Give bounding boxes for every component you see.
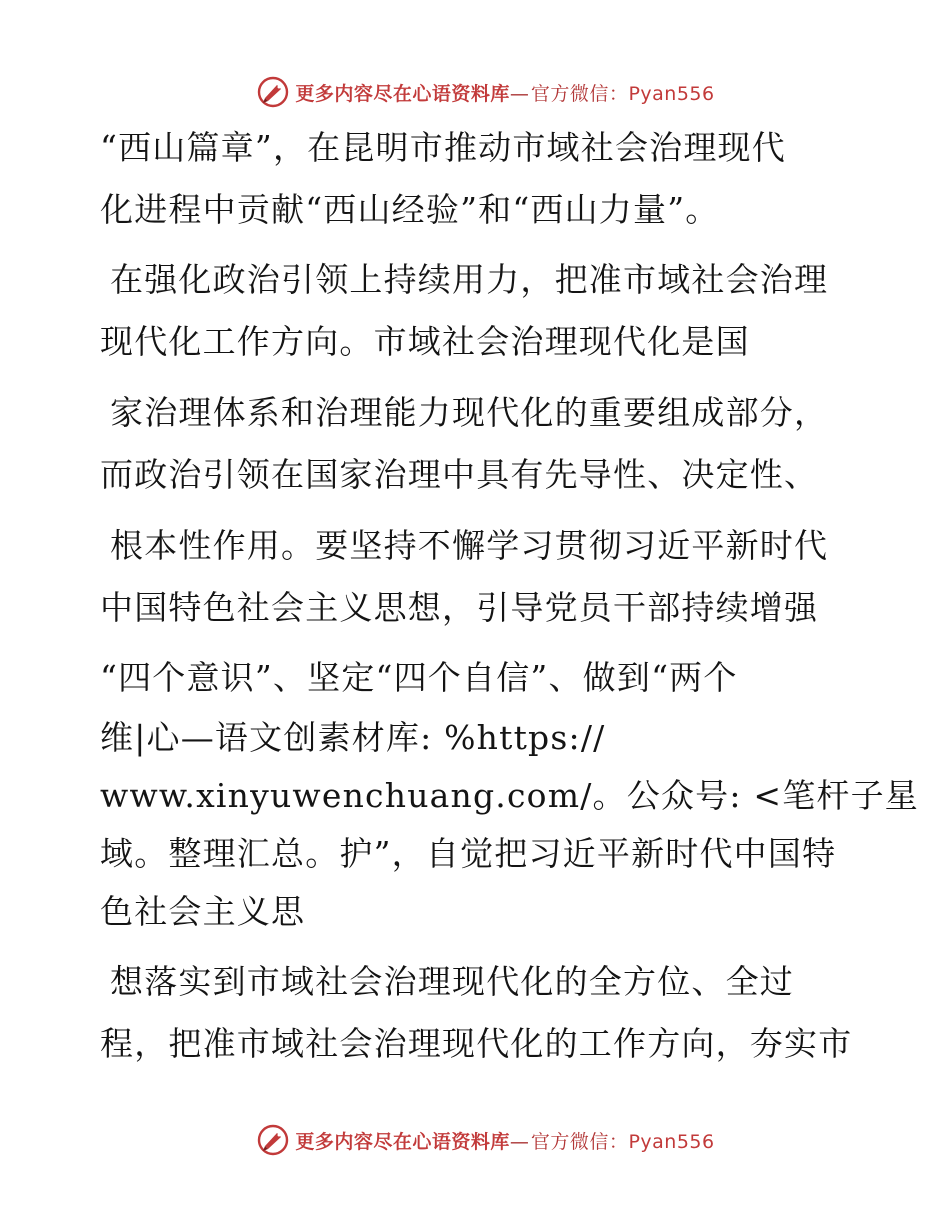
pen-logo-icon — [257, 76, 289, 108]
watermark-separator: — — [509, 1130, 531, 1153]
text-line: www.xinyuwenchuang.com/。公众号: <笔杆子星 — [100, 776, 920, 815]
watermark-separator: — — [509, 82, 531, 105]
watermark-main: 更多内容尽在心语资料库 — [295, 82, 510, 105]
text-line: 中国特色社会主义思想，引导党员干部持续增强 — [100, 588, 819, 627]
watermark-wechat-id: Pyan556 — [628, 1130, 715, 1153]
watermark-wechat-label: 官方微信： — [530, 1130, 629, 1153]
watermark-wechat-label: 官方微信： — [530, 82, 629, 105]
watermark-main: 更多内容尽在心语资料库 — [295, 1130, 510, 1153]
text-line: 维|心—语文创素材库: %https:// — [100, 718, 606, 757]
text-line: 在强化政治引领上持续用力，把准市域社会治理 — [110, 260, 829, 299]
watermark-text — [295, 79, 714, 106]
text-line: 根本性作用。要坚持不懈学习贯彻习近平新时代 — [110, 526, 829, 565]
pen-logo-icon — [257, 1124, 289, 1156]
text-line: 家治理体系和治理能力现代化的重要组成部分， — [110, 393, 829, 432]
watermark-banner-top — [0, 72, 950, 112]
text-line: 程，把准市域社会治理现代化的工作方向，夯实市 — [100, 1024, 853, 1063]
watermark-wechat-id: Pyan556 — [628, 82, 715, 105]
text-line: 化进程中贡献“西山经验”和“西山力量”。 — [100, 190, 720, 229]
text-line: 想落实到市域社会治理现代化的全方位、全过 — [110, 962, 794, 1001]
text-line: 现代化工作方向。市域社会治理现代化是国 — [100, 322, 750, 361]
watermark-text — [295, 1127, 714, 1154]
text-line: 域。整理汇总。护”，自觉把习近平新时代中国特 — [100, 834, 837, 873]
text-line: 而政治引领在国家治理中具有先导性、决定性、 — [100, 455, 819, 494]
text-line: 色社会主义思 — [100, 892, 306, 931]
text-line: “四个意识”、坚定“四个自信”、做到“两个 — [100, 658, 738, 697]
watermark-banner-bottom — [0, 1120, 950, 1160]
text-line: “西山篇章”，在昆明市推动市域社会治理现代 — [100, 128, 786, 167]
